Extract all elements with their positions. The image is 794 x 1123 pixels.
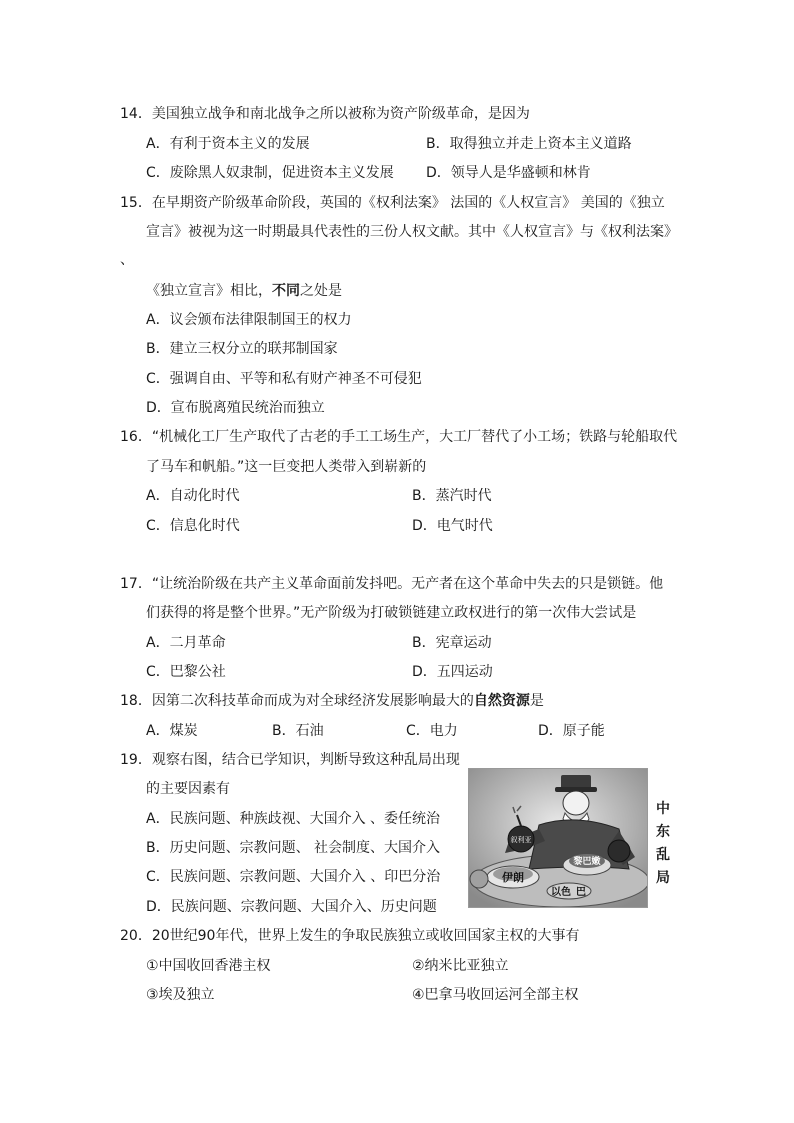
q18-option-c: C．电力 [406, 723, 458, 739]
q14-option-a: A．有利于资本主义的发展 [146, 136, 310, 152]
q18-option-d: D．原子能 [538, 723, 605, 739]
q20-option-2: ②纳米比亚独立 [412, 958, 509, 974]
q14-stem: 14．美国独立战争和南北战争之所以被称为资产阶级革命，是因为 [120, 106, 530, 122]
q16-option-d: D．电气时代 [412, 518, 493, 534]
q15-emphasis: 不同 [272, 283, 300, 299]
q19-stem-line1: 19．观察右图，结合已学知识，判断导致这种乱局出现 [120, 752, 460, 768]
q19-option-d: D．民族问题、宗教问题、大国介入、历史问题 [146, 899, 437, 915]
q15-option-a: A．议会颁布法律限制国王的权力 [146, 312, 352, 328]
q16-stem-line2: 了马车和帆船。”这一巨变把人类带入到崭新的 [146, 459, 427, 475]
q20-stem: 20．20世纪90年代，世界上发生的争取民族独立或收回国家主权的大事有 [120, 928, 580, 944]
q18-option-a: A．煤炭 [146, 723, 198, 739]
q15-option-d: D．宣布脱离殖民统治而独立 [146, 400, 325, 416]
q19-stem-line2: 的主要因素有 [146, 781, 230, 797]
q16-stem-line1: 16．“机械化工厂生产取代了古老的手工工场生产，大工厂替代了小工场；铁路与轮船取代 [120, 429, 678, 445]
q17-option-d: D．五四运动 [412, 664, 493, 680]
q19-option-b: B．历史问题、宗教问题、 社会制度、大国介入 [146, 840, 441, 856]
q17-option-b: B．宪章运动 [412, 635, 492, 651]
q16-option-b: B．蒸汽时代 [412, 488, 492, 504]
q17-option-c: C．巴黎公社 [146, 664, 226, 680]
q15-stem-line4: 《独立宣言》相比，不同之处是 [146, 283, 342, 299]
q15-stem-line2: 宣言》被视为这一时期最具代表性的三份人权文献。其中《人权宣言》与《权利法案》 [146, 224, 678, 240]
q16-option-c: C．信息化时代 [146, 518, 240, 534]
label-syria: 叙利亚 [510, 837, 532, 844]
q20-option-1: ①中国收回香港主权 [146, 958, 271, 974]
q18-stem: 18．因第二次科技革命而成为对全球经济发展影响最大的自然资源是 [120, 693, 544, 709]
label-iran: 伊朗 [502, 872, 524, 884]
q14-option-c: C．废除黑人奴隶制，促进资本主义发展 [146, 165, 394, 181]
q15-stem-line3: 、 [120, 252, 134, 268]
middle-east-cartoon [468, 768, 648, 908]
q18-option-b: B．石油 [272, 723, 324, 739]
label-lebanon: 黎巴嫩 [573, 856, 601, 866]
q14-option-d: D．领导人是华盛顿和林肯 [426, 165, 591, 181]
q19-option-a: A．民族问题、种族歧视、大国介入 、委任统治 [146, 811, 441, 827]
q15-option-c: C．强调自由、平等和私有财产神圣不可侵犯 [146, 371, 422, 387]
middle-east-cartoon-image [469, 769, 647, 907]
label-palestine: 巴 [576, 887, 586, 898]
q17-option-a: A．二月革命 [146, 635, 226, 651]
q20-option-3: ③埃及独立 [146, 987, 215, 1003]
q15-option-b: B．建立三权分立的联邦制国家 [146, 341, 338, 357]
q17-stem-line2: 们获得的将是整个世界。”无产阶级为打破锁链建立政权进行的第一次伟大尝试是 [146, 605, 637, 621]
q19-option-c: C．民族问题、宗教问题、大国介入 、印巴分治 [146, 869, 441, 885]
q14-option-b: B．取得独立并走上资本主义道路 [426, 136, 632, 152]
label-israel: 以色 [551, 887, 571, 898]
q16-option-a: A．自动化时代 [146, 488, 240, 504]
q15-stem-line1: 15．在早期资产阶级革命阶段，英国的《权利法案》 法国的《人权宣言》 美国的《独立 [120, 195, 665, 211]
q17-stem-line1: 17．“让统治阶级在共产主义革命面前发抖吧。无产者在这个革命中失去的只是锁链。他 [120, 576, 664, 592]
cartoon-caption: 中东乱局 [656, 801, 670, 886]
q18-emphasis: 自然资源 [473, 693, 530, 709]
q20-option-4: ④巴拿马收回运河全部主权 [412, 987, 579, 1003]
